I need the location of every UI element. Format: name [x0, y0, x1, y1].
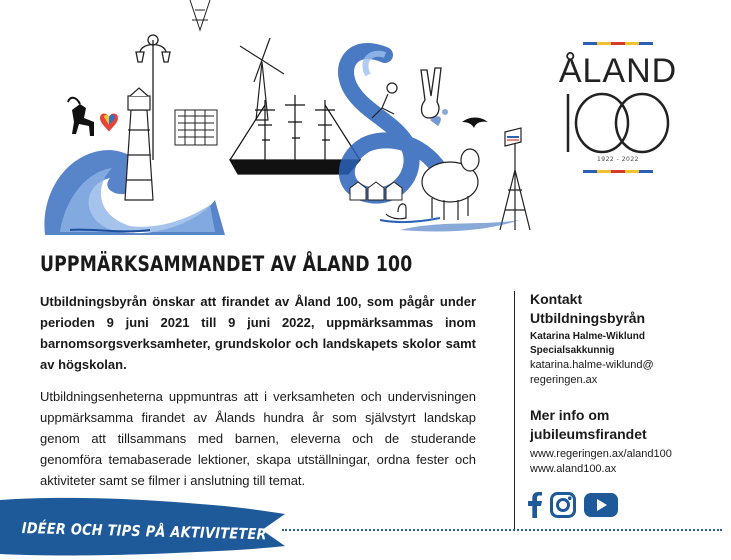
sidebar-divider	[514, 291, 515, 531]
contact-sidebar	[530, 290, 710, 477]
contact-role: Specialsakkunnig	[530, 345, 615, 356]
youtube-icon[interactable]	[584, 493, 618, 517]
houses-illustration	[350, 182, 402, 200]
goat-illustration	[68, 98, 94, 136]
banner-label[interactable]: IDÉER OCH TIPS PÅ AKTIVITETER	[21, 519, 267, 544]
instagram-icon[interactable]	[550, 492, 576, 518]
social-icons	[528, 492, 618, 518]
dotted-line	[282, 529, 722, 531]
building-illustration	[175, 110, 217, 145]
logo-name: ÅLAND	[558, 52, 678, 90]
contact-name: Katarina Halme-Wiklund	[530, 331, 645, 342]
link-aland100[interactable]: www.aland100.ax	[530, 463, 617, 475]
swan-illustration	[380, 204, 440, 222]
aland100-logo	[548, 36, 688, 176]
link-regeringen[interactable]: www.regeringen.ax/aland100	[530, 448, 672, 460]
contact-heading-line2: Utbildningsbyrån	[530, 310, 646, 326]
body-paragraph: Utbildningsenheterna uppmuntras att i verksamheten och undervisningen uppmärksamma firandet av Ålands hundra år som självstyrt landskap genom att tillsammans med barnen, eleverna och de studerande genomföra temabaserade lektioner, skapa utställningar, ordna fester och aktiviteter samt se filmer i anslutning till temat.	[40, 389, 476, 488]
more-info-heading-line1: Mer info om	[530, 407, 610, 423]
hand-illustration	[421, 68, 441, 118]
bird-icon	[462, 118, 488, 129]
contact-email-line1[interactable]: katarina.halme-wiklund@	[530, 359, 654, 371]
flag-stripe-top	[583, 42, 653, 45]
logo-years: 1922 - 2022	[596, 156, 640, 163]
page-title: UPPMÄRKSAMMANDET AV ÅLAND 100	[40, 252, 413, 276]
chandelier-illustration	[190, 0, 210, 30]
tower-illustration	[500, 128, 530, 230]
windmill-illustration	[240, 38, 284, 120]
more-info-heading-line2: jubileumsfirandet	[530, 426, 647, 442]
intro-paragraph: Utbildningsbyrån önskar att firandet av Åland 100, som pågår under perioden 9 juni 2021 till 9 juni 2022, uppmärksammas inom barnomsorgsverksamheter, grundskolor och landskapets skolor samt av högskolan.	[40, 294, 476, 372]
contact-heading-line1: Kontakt	[530, 291, 583, 307]
facebook-icon[interactable]	[528, 492, 542, 518]
flag-stripe-bottom	[583, 170, 653, 173]
heart-icon	[100, 114, 118, 133]
contact-email-line2[interactable]: regeringen.ax	[530, 374, 598, 386]
logo-number-100	[562, 90, 674, 156]
lighthouse-illustration	[125, 88, 153, 200]
